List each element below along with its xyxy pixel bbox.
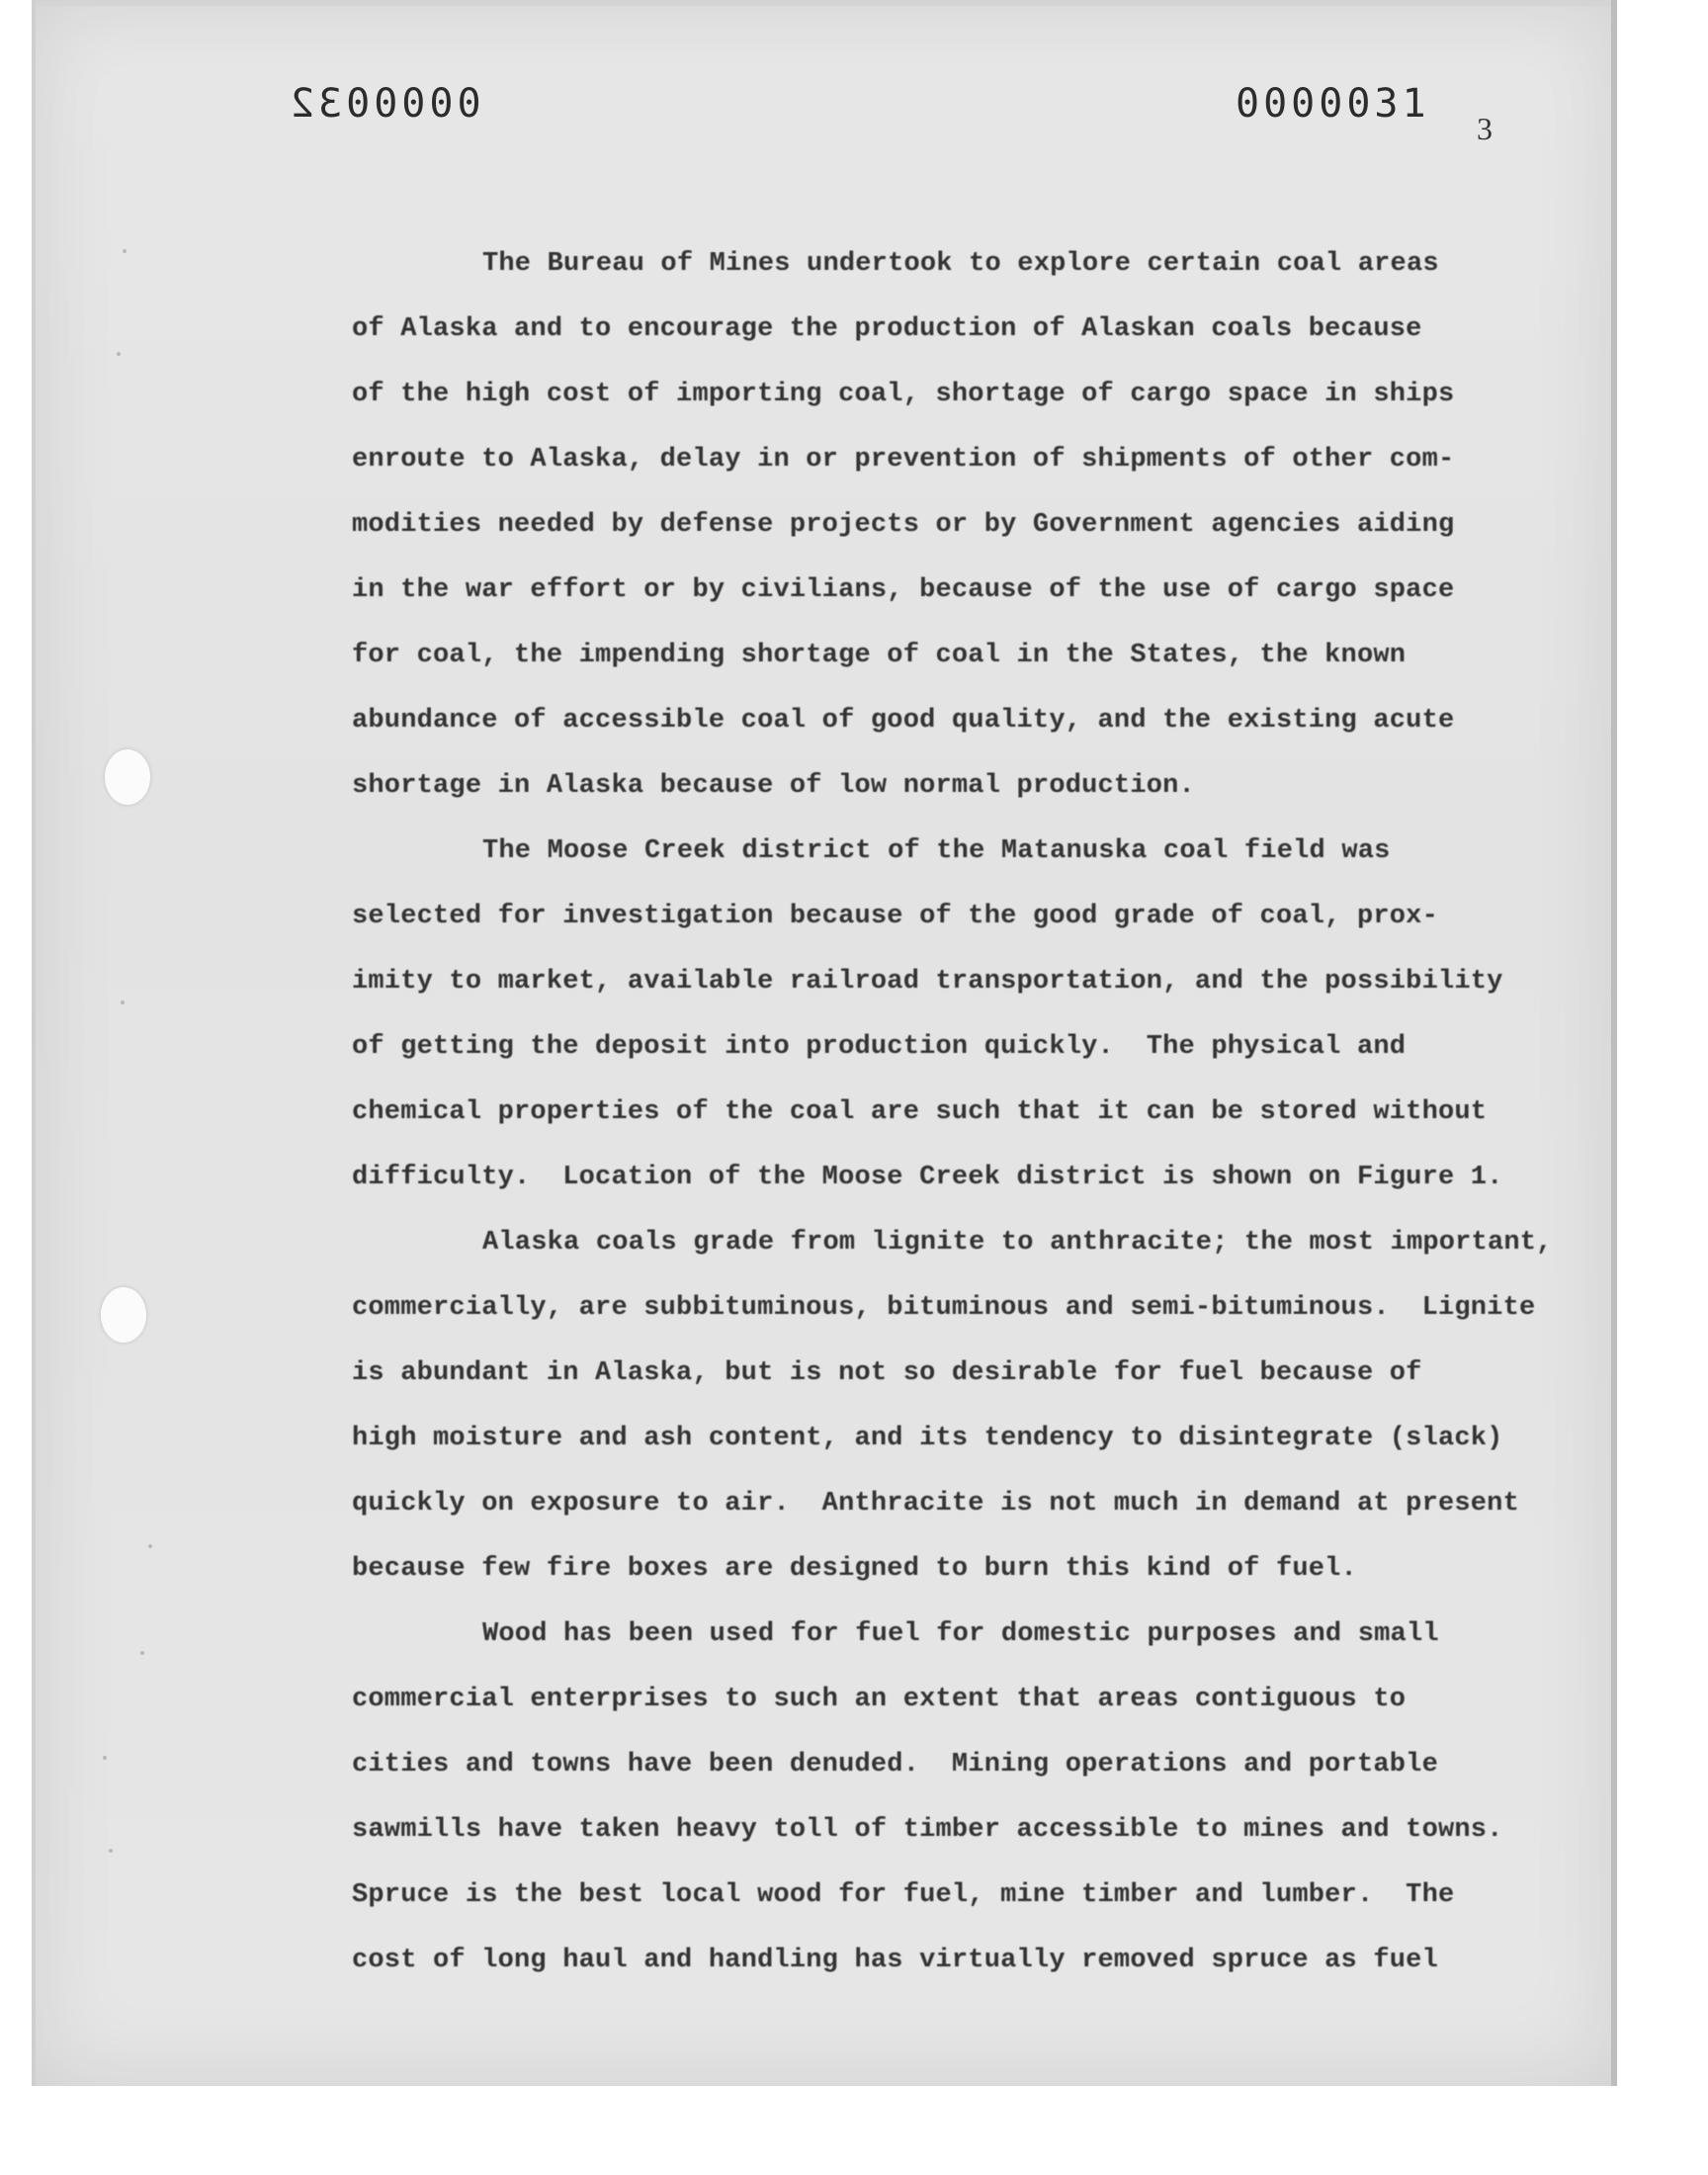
text-line: sawmills have taken heavy toll of timber accessible to mines and towns. [352, 1815, 1503, 1845]
page-edge-right [1611, 0, 1617, 2086]
punch-hole-upper [105, 749, 150, 805]
text-line: of the high cost of importing coal, shortage of cargo space in ships [352, 380, 1455, 409]
text-line: for coal, the impending shortage of coal in the States, the known [352, 641, 1407, 670]
bates-stamp-mirrored [287, 81, 481, 127]
text-line: difficulty. Location of the Moose Creek district is shown on Figure 1. [352, 1163, 1503, 1192]
text-line: chemical properties of the coal are such that it can be stored without [352, 1097, 1488, 1127]
text-line: Alaska coals grade from lignite to anthracite; the most important, [482, 1228, 1553, 1258]
paragraph-2 [352, 819, 1578, 1210]
text-line: because few fire boxes are designed to burn this kind of fuel. [352, 1554, 1357, 1584]
bates-stamp: 0000031 [1236, 81, 1430, 127]
text-line: Spruce is the best local wood for fuel, mine timber and lumber. The [352, 1880, 1455, 1910]
scan-speck [121, 1000, 125, 1004]
text-line: The Moose Creek district of the Matanuska coal field was [482, 836, 1391, 866]
page-edge-left [32, 0, 36, 2086]
text-line: The Bureau of Mines undertook to explore certain coal areas [482, 249, 1439, 279]
text-line: of getting the deposit into production quickly. The physical and [352, 1032, 1407, 1062]
text-line: enroute to Alaska, delay in or prevention of shipments of other com- [352, 445, 1455, 475]
scanned-page [32, 0, 1617, 2086]
text-line: abundance of accessible coal of good quality, and the existing acute [352, 706, 1455, 736]
document-body [352, 231, 1578, 1993]
text-line: cities and towns have been denuded. Mining operations and portable [352, 1750, 1438, 1780]
bates-stamp-mirrored-text: 0000032 [287, 81, 481, 127]
text-line: commercially, are subbituminous, bituminous and semi-bituminous. Lignite [352, 1293, 1536, 1323]
text-line: quickly on exposure to air. Anthracite is not much in demand at present [352, 1489, 1519, 1519]
page-number: 3 [1477, 111, 1493, 146]
scan-speck [109, 1849, 113, 1853]
scan-speck [117, 352, 121, 356]
punch-hole-lower [101, 1287, 146, 1343]
paragraph-1 [352, 231, 1578, 819]
scan-speck [103, 1756, 107, 1760]
scan-speck [123, 249, 127, 253]
text-line: shortage in Alaska because of low normal production. [352, 771, 1195, 801]
scan-speck [140, 1651, 144, 1655]
scan-speck [148, 1544, 152, 1548]
text-line: selected for investigation because of the good grade of coal, prox- [352, 902, 1438, 931]
text-line: Wood has been used for fuel for domestic purposes and small [482, 1619, 1439, 1649]
text-line: modities needed by defense projects or by Government agencies aiding [352, 510, 1455, 540]
paragraph-4 [352, 1602, 1578, 1993]
text-line: cost of long haul and handling has virtually removed spruce as fuel [352, 1946, 1438, 1975]
text-line: in the war effort or by civilians, because of the use of cargo space [352, 575, 1455, 605]
text-line: is abundant in Alaska, but is not so desirable for fuel because of [352, 1358, 1422, 1388]
page-edge-top [32, 0, 1617, 6]
text-line: commercial enterprises to such an extent that areas contiguous to [352, 1685, 1407, 1714]
text-line: imity to market, available railroad transportation, and the possibility [352, 967, 1503, 997]
text-line: high moisture and ash content, and its tendency to disintegrate (slack) [352, 1424, 1503, 1453]
paragraph-3 [352, 1210, 1578, 1602]
text-line: of Alaska and to encourage the production of Alaskan coals because [352, 314, 1422, 344]
